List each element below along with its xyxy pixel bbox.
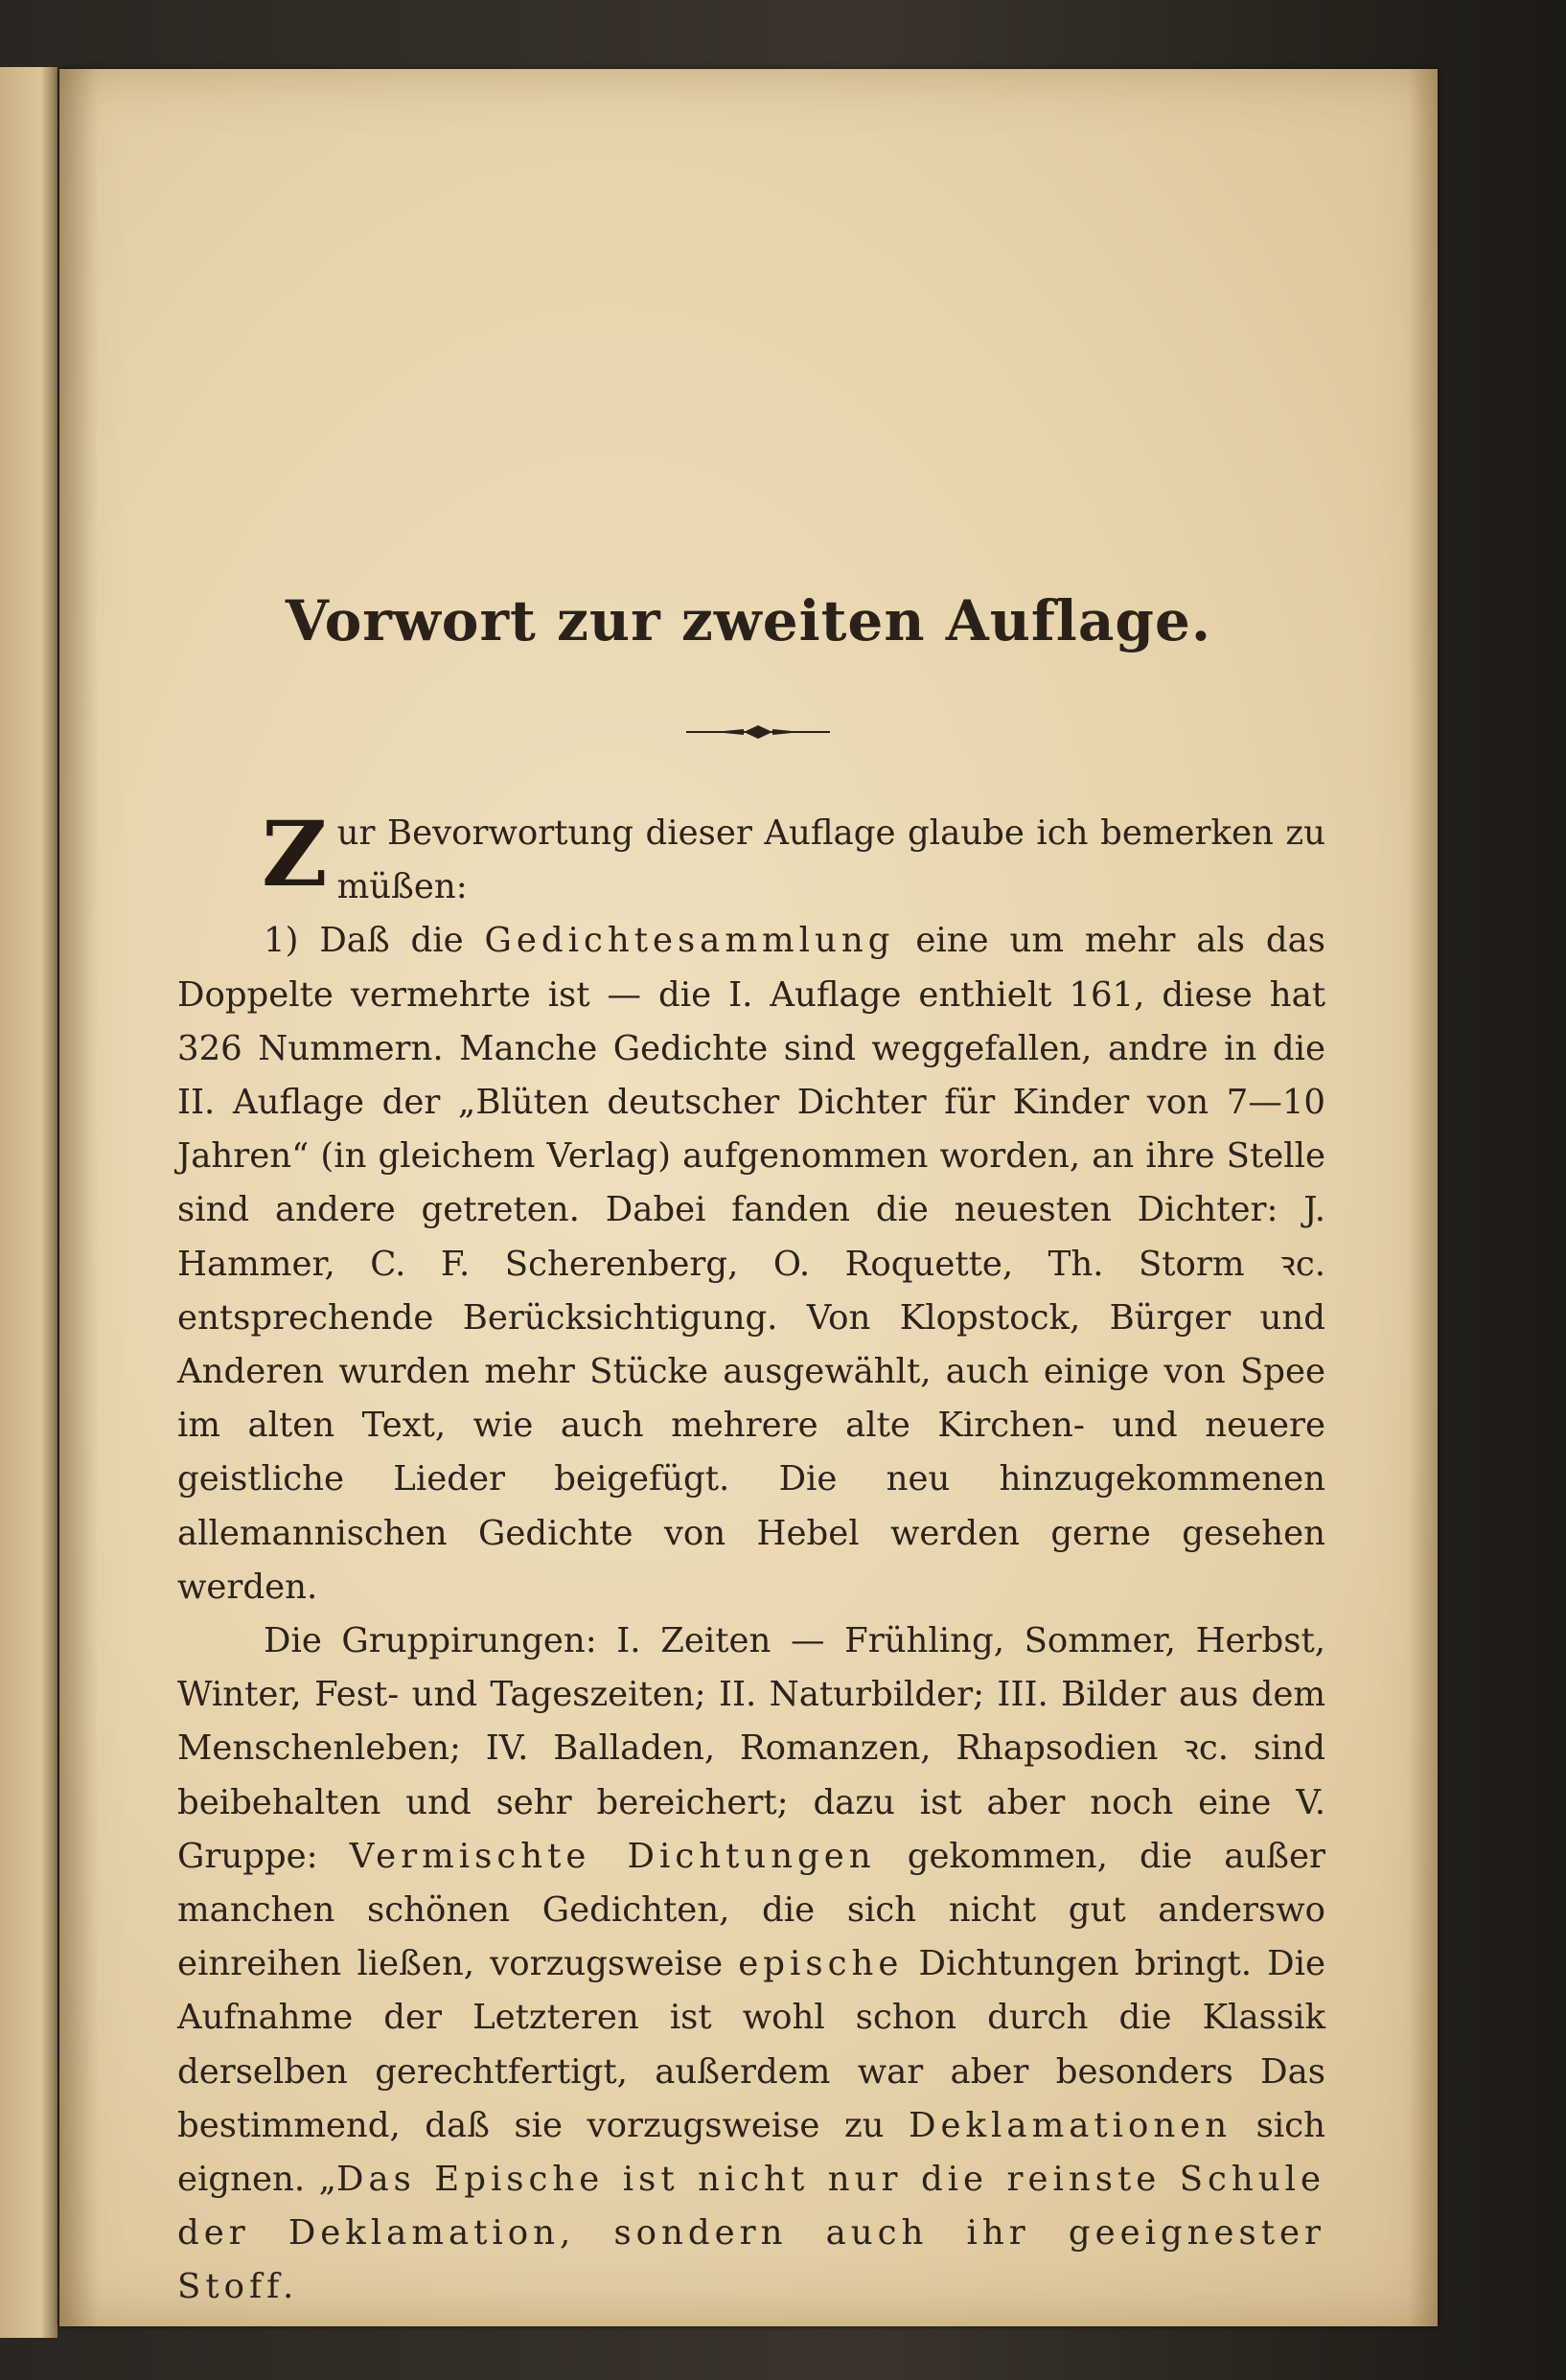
text-run: 1) Daß die bbox=[264, 921, 485, 961]
preface-text bbox=[177, 802, 1325, 2315]
text-run: eine um mehr als das Doppelte vermehrte ist — die I. Auflage enthielt 161, diese hat 326 Nummern. Manche Gedichte sind weggefallen, andre in die II. Auflage der „Blüten deutscher Dichter für Kinder von 7—10 Jahren“ (in gleichem Verlag) aufgenommen worden, an ihre Stelle sind andere getreten. Dabei fanden die neuesten Dichter: J. Hammer, C. F. Scherenberg, O. Roquette, Th. Storm ꝛc. entsprechende Berücksichtigung. Von Klopstock, Bürger und Anderen wurden mehr Stücke ausgewählt, auch einige von Spee im alten Text, wie auch mehrere alte Kirchen- und neuere geistliche Lieder beigefügt. Die neu hinzugekommenen allemannischen Gedichte von Hebel werden gerne gesehen werden. bbox=[177, 921, 1325, 1607]
facing-page-edge bbox=[0, 67, 58, 2338]
emphasized-text: Das Epische ist nicht nur die reinste Schule der Deklamation, sondern auch ihr geeignester Stoff. bbox=[177, 2160, 1325, 2307]
emphasized-text: Deklamationen bbox=[909, 2105, 1232, 2145]
drop-cap: Z bbox=[262, 802, 328, 907]
page-title: Vorwort zur zweiten Auflage. bbox=[285, 588, 1212, 653]
book-page bbox=[59, 69, 1438, 2326]
page-edge-shadow bbox=[1409, 69, 1438, 2326]
text-run: Dichtungen bringt. Die Aufnahme der Letzteren ist wohl schon durch die Klassik derselben gerechtfertigt, außerdem war aber besonders Das bestimmend, daß sie vorzugsweise zu bbox=[177, 1944, 1325, 2145]
double-rule-diamond-ornament-icon bbox=[686, 721, 830, 744]
emphasized-text: epische bbox=[738, 1944, 904, 1984]
text-run: Die Gruppirungen: I. Zeiten — Frühling, Sommer, Herbst, Winter, Fest- und Tageszeiten; II. Naturbilder; III. Bilder aus dem Menschenleben; IV. Balladen, Romanzen, Rhapsodien ꝛc. sind beibehalten und sehr bereichert; dazu ist aber noch eine V. Gruppe: bbox=[177, 1621, 1325, 1876]
paragraph bbox=[177, 1614, 1325, 2315]
text-run: gekommen, die außer manchen schönen Gedichten, die sich nicht gut anderswo einreihen ließen, vorzugsweise bbox=[177, 1836, 1325, 1984]
emphasized-text: Vermischte Dichtungen bbox=[349, 1836, 876, 1876]
page-gutter-shadow bbox=[59, 69, 98, 2326]
paragraph bbox=[177, 914, 1325, 1614]
text-run: ur Bevorwortung dieser Auflage glaube ich bemerken zu müßen: bbox=[336, 813, 1325, 907]
paragraph bbox=[177, 802, 1325, 914]
text-run: sich eignen. „ bbox=[177, 2105, 1325, 2200]
emphasized-text: Gedichtesammlung bbox=[484, 921, 895, 961]
